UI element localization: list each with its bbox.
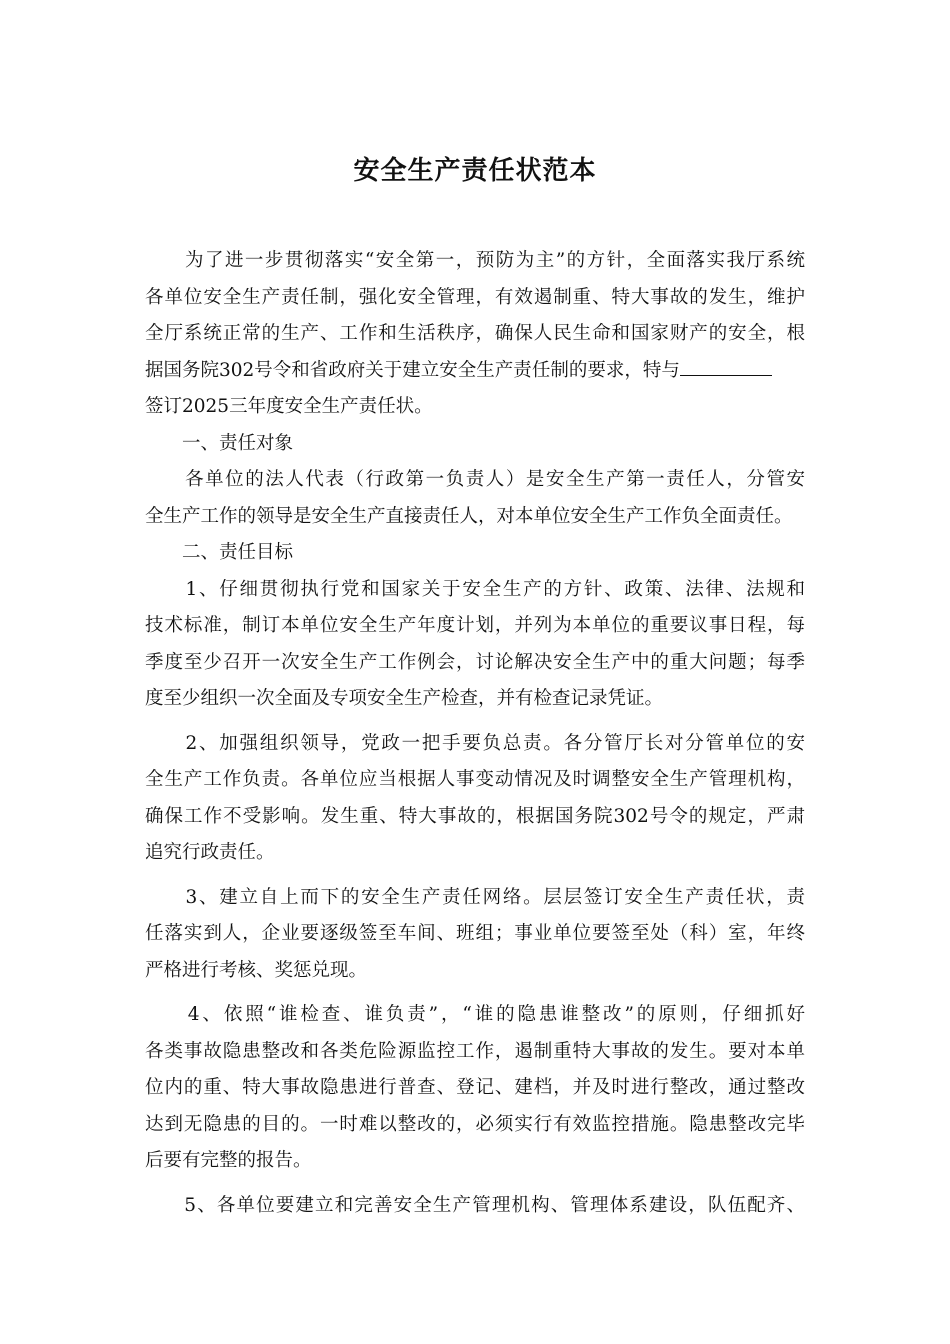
intro-line: 全厅系统正常的生产、工作和生活秩序，确保人民生命和国家财产的安全，根: [145, 323, 805, 344]
section-heading: 二、责任目标: [145, 542, 294, 563]
paragraph-line: 全生产工作负责。各单位应当根据人事变动情况及时调整安全生产管理机构，: [145, 769, 805, 790]
item-5-paragraph: [145, 1188, 805, 1225]
paragraph-line: 达到无隐患的目的。一时难以整改的，必须实行有效监控措施。隐患整改完毕: [145, 1113, 805, 1135]
paragraph-line: 位内的重、特大事故隐患进行普查、登记、建档，并及时进行整改，通过整改: [145, 1077, 805, 1098]
paragraph-line: 度至少组织一次全面及专项安全生产检查，并有检查记录凭证。: [145, 688, 664, 709]
paragraph-line: 2、加强组织领导，党政一把手要负总责。各分管厅长对分管单位的安: [145, 732, 805, 754]
paragraph-line: 各单位的法人代表（行政第一负责人）是安全生产第一责任人，分管安: [145, 469, 805, 490]
signing-party-blank: [680, 357, 772, 376]
paragraph-line: 5、各单位要建立和完善安全生产管理机构、管理体系建设，队伍配齐、: [145, 1194, 805, 1216]
intro-line: 签订2025三年度安全生产责任状。: [145, 396, 433, 417]
item-3-paragraph: [145, 880, 805, 990]
section1-paragraph: [145, 462, 805, 535]
paragraph-gap: [145, 989, 805, 997]
paragraph-gap: [145, 872, 805, 880]
paragraph-line: 追究行政责任。: [145, 842, 275, 863]
paragraph-line: 技术标准，制订本单位安全生产年度计划，并列为本单位的重要议事日程，每: [145, 615, 805, 636]
document-body: [145, 243, 805, 1224]
paragraph-line: 全生产工作的领导是安全生产直接责任人，对本单位安全生产工作负全面责任。: [145, 505, 793, 527]
intro-line: 为了进一步贯彻落实“安全第一，预防为主”的方针，全面落实我厅系统: [145, 250, 805, 271]
intro-line-with-blank: [145, 353, 805, 390]
paragraph-line: 各类事故隐患整改和各类危险源监控工作，遏制重特大事故的发生。要对本单: [145, 1040, 805, 1062]
item-2-paragraph: [145, 726, 805, 872]
item-1-paragraph: [145, 572, 805, 718]
paragraph-line: 确保工作不受影响。发生重、特大事故的，根据国务院302号令的规定，严肃: [145, 805, 805, 827]
paragraph-line: 4、依照“谁检查、谁负责”，“谁的隐患谁整改”的原则，仔细抓好: [145, 1004, 805, 1025]
intro-line: 各单位安全生产责任制，强化安全管理，有效遏制重、特大事故的发生，维护: [145, 286, 805, 308]
intro-line-text: 据国务院302号令和省政府关于建立安全生产责任制的要求，特与: [145, 359, 680, 381]
intro-paragraph: [145, 243, 805, 426]
paragraph-line: 任落实到人，企业要逐级签至车间、班组；事业单位要签至处（科）室，年终: [145, 923, 805, 944]
paragraph-line: 3、建立自上而下的安全生产责任网络。层层签订安全生产责任状，责: [145, 886, 805, 908]
document-title: 安全生产责任状范本: [353, 156, 597, 186]
item-4-paragraph: [145, 997, 805, 1180]
paragraph-line: 1、仔细贯彻执行党和国家关于安全生产的方针、政策、法律、法规和: [145, 578, 805, 600]
paragraph-line: 季度至少召开一次安全生产工作例会，讨论解决安全生产中的重大问题；每季: [145, 651, 805, 673]
paragraph-gap: [145, 1180, 805, 1188]
paragraph-line: 后要有完整的报告。: [145, 1150, 312, 1171]
paragraph-line: 严格进行考核、奖惩兑现。: [145, 959, 368, 981]
section-heading: 一、责任对象: [145, 432, 294, 454]
paragraph-gap: [145, 718, 805, 726]
